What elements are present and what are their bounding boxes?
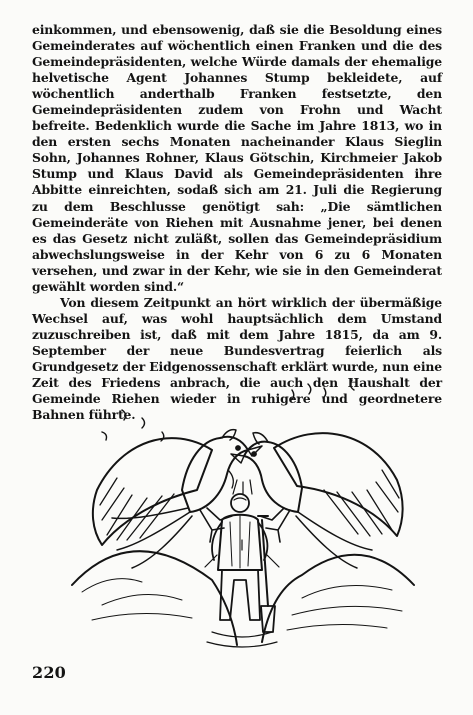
paragraph-1: einkommen, und ebensowenig, daß sie die Besoldung eines Gemeinderates auf wöchentlich einen Franken und die des Gemeindepräsidenten, welche Würde damals der ehemalige helvetische Agent Johannes Stump bekleidete, auf wöchentlich anderthalb Franken festsetzte, den Gemeindepräsidenten zudem von Frohn und Wacht befreite. Bedenklich wurde die Sache im Jahre 1813, wo in den ersten sechs Monaten nacheinander Klaus Sieglin Sohn, Johannes Rohner, Klaus Götschin, Kirchmeier Jakob Stump und Klaus David als Gemeindepräsidenten ihre Abbitte einreichten, sodaß sich am 21. Juli die Regierung zu dem Beschlusse genötigt sah: „Die sämtlichen Gemeinderäte von Riehen mit Ausnahme jener, bei denen es das Gesetz nicht zuläßt, sollen das Gemeindepräsidium abwechslungsweise in der Kehr von 6 zu 6 Monaten versehen, und zwar in der Kehr, wie sie in den Gemeinderat gewählt worden sind.“ (32, 22, 442, 294)
body-text (32, 22, 442, 423)
page-number: 220 (32, 663, 66, 682)
roosters-farmer-illustration (62, 370, 422, 652)
paragraph-2: Von diesem Zeitpunkt an hört wirklich der übermäßige Wechsel auf, was wohl hauptsächlich dem Umstand zuzuschreiben ist, daß mit dem Jahre 1815, da am 9. September der neue Bundesvertrag feierlich als Grundgesetz der Eidgenossenschaft erklärt wurde, nun eine Zeit des Friedens anbrach, die auch den Haushalt der Gemeinde Riehen wieder in ruhigere und geordnetere Bahnen führte. (32, 294, 443, 423)
